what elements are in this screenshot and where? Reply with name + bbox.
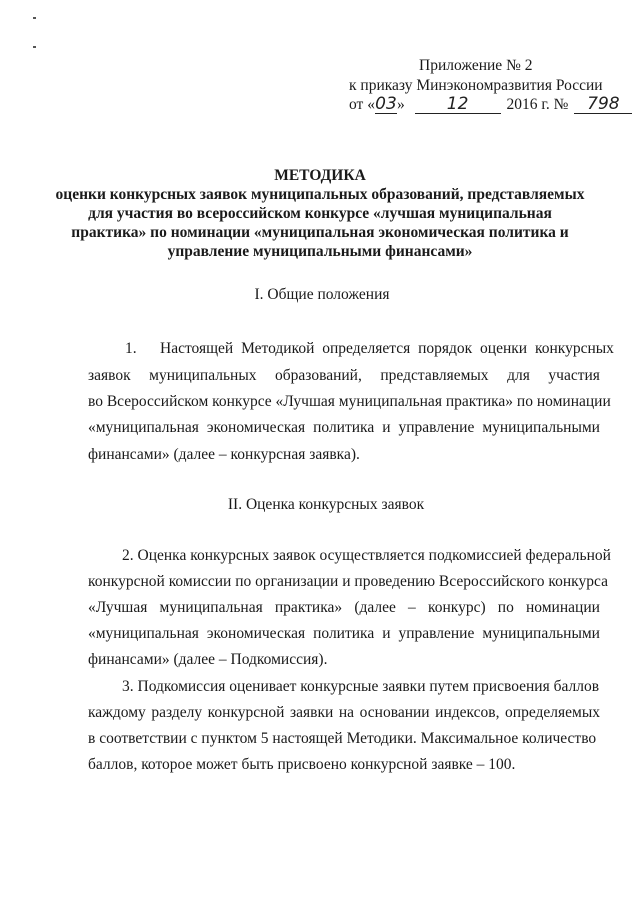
word: «муниципальная: [88, 625, 199, 642]
para-2-line-5: финансами» (далее – Подкомиссия).: [88, 651, 328, 668]
para-2-line-1: 2. Оценка конкурсных заявок осуществляется подкомиссией федеральной: [122, 547, 611, 564]
word: муниципальная: [159, 599, 263, 616]
word: политика: [313, 419, 375, 436]
para-3-line-2: [88, 703, 600, 723]
word: заявки: [290, 704, 334, 721]
word: и: [382, 419, 391, 436]
date-day: 03: [375, 94, 397, 114]
word: конкурс): [427, 599, 486, 616]
word: конкурсной: [207, 704, 285, 721]
para-1-line-1: [160, 339, 614, 359]
para-3-line-1: 3. Подкомиссия оценивает конкурсные заявки путем присвоения баллов: [122, 678, 600, 695]
para-1-line-3: во Всероссийском конкурсе «Лучшая муниципальная практика» по номинации: [88, 393, 611, 410]
scan-speck: [33, 17, 36, 19]
para-1-number: 1.: [125, 340, 137, 357]
word: каждому: [88, 704, 146, 721]
word: муниципальными: [482, 419, 600, 436]
document-title: МЕТОДИКА: [274, 167, 366, 184]
para-1-line-5: финансами» (далее – конкурсная заявка).: [88, 446, 360, 463]
para-2-line-4: [88, 624, 600, 644]
word: политика: [313, 625, 375, 642]
word: и: [382, 625, 391, 642]
word: на: [338, 704, 355, 721]
word: управление: [398, 625, 475, 642]
word: муниципальными: [482, 625, 600, 642]
date-mid: »: [396, 96, 405, 113]
word: индексов,: [435, 704, 500, 721]
scan-speck: [33, 46, 36, 48]
order-number: 798: [574, 95, 632, 114]
word: –: [408, 599, 416, 616]
title-line-4: управление муниципальными финансами»: [167, 243, 473, 260]
word: (далее: [354, 599, 396, 616]
word: для: [507, 367, 530, 384]
date-year: 2016 г. №: [506, 96, 569, 113]
para-1-line-4: [88, 418, 600, 438]
section-2-heading: II. Оценка конкурсных заявок: [227, 496, 425, 513]
para-3-line-3: в соответствии с пунктом 5 настоящей Методики. Максимальное количество: [88, 730, 597, 747]
word: образований,: [275, 367, 362, 384]
word: заявок: [88, 367, 131, 384]
word: «Лучшая: [88, 599, 148, 616]
para-1-line-2: [88, 366, 600, 386]
para-1-text-1: Настоящей Методикой определяется порядок оценки конкурсных: [160, 340, 614, 357]
word: определяемых: [505, 704, 600, 721]
word: участия: [548, 367, 600, 384]
word: номинации: [526, 599, 600, 616]
para-2-line-2: конкурсной комиссии по организации и проведению Всероссийского конкурса: [88, 573, 608, 590]
word: по: [497, 599, 514, 616]
date-prefix: от «: [349, 96, 375, 113]
word: экономическая: [206, 419, 306, 436]
word: муниципальных: [149, 367, 257, 384]
word: разделу: [151, 704, 203, 721]
title-line-3: практика» по номинации «муниципальная экономическая политика и: [71, 224, 569, 241]
order-date-line: [349, 95, 632, 115]
date-month: 12: [415, 95, 501, 114]
word: «муниципальная: [88, 419, 199, 436]
word: основании: [359, 704, 430, 721]
para-3-line-4: баллов, которое может быть присвоено конкурсной заявке – 100.: [88, 756, 516, 773]
word: представляемых: [380, 367, 489, 384]
word: управление: [398, 419, 475, 436]
para-2-line-3: [88, 598, 600, 618]
word: экономическая: [206, 625, 306, 642]
title-line-1: оценки конкурсных заявок муниципальных образований, представляемых: [55, 186, 585, 203]
appendix-label: Приложение № 2: [419, 57, 533, 74]
title-line-2: для участия во всероссийском конкурсе «лучшая муниципальная: [88, 205, 552, 222]
section-1-heading: I. Общие положения: [254, 286, 390, 303]
order-reference: к приказу Минэкономразвития России: [349, 77, 603, 94]
word: практика»: [274, 599, 343, 616]
